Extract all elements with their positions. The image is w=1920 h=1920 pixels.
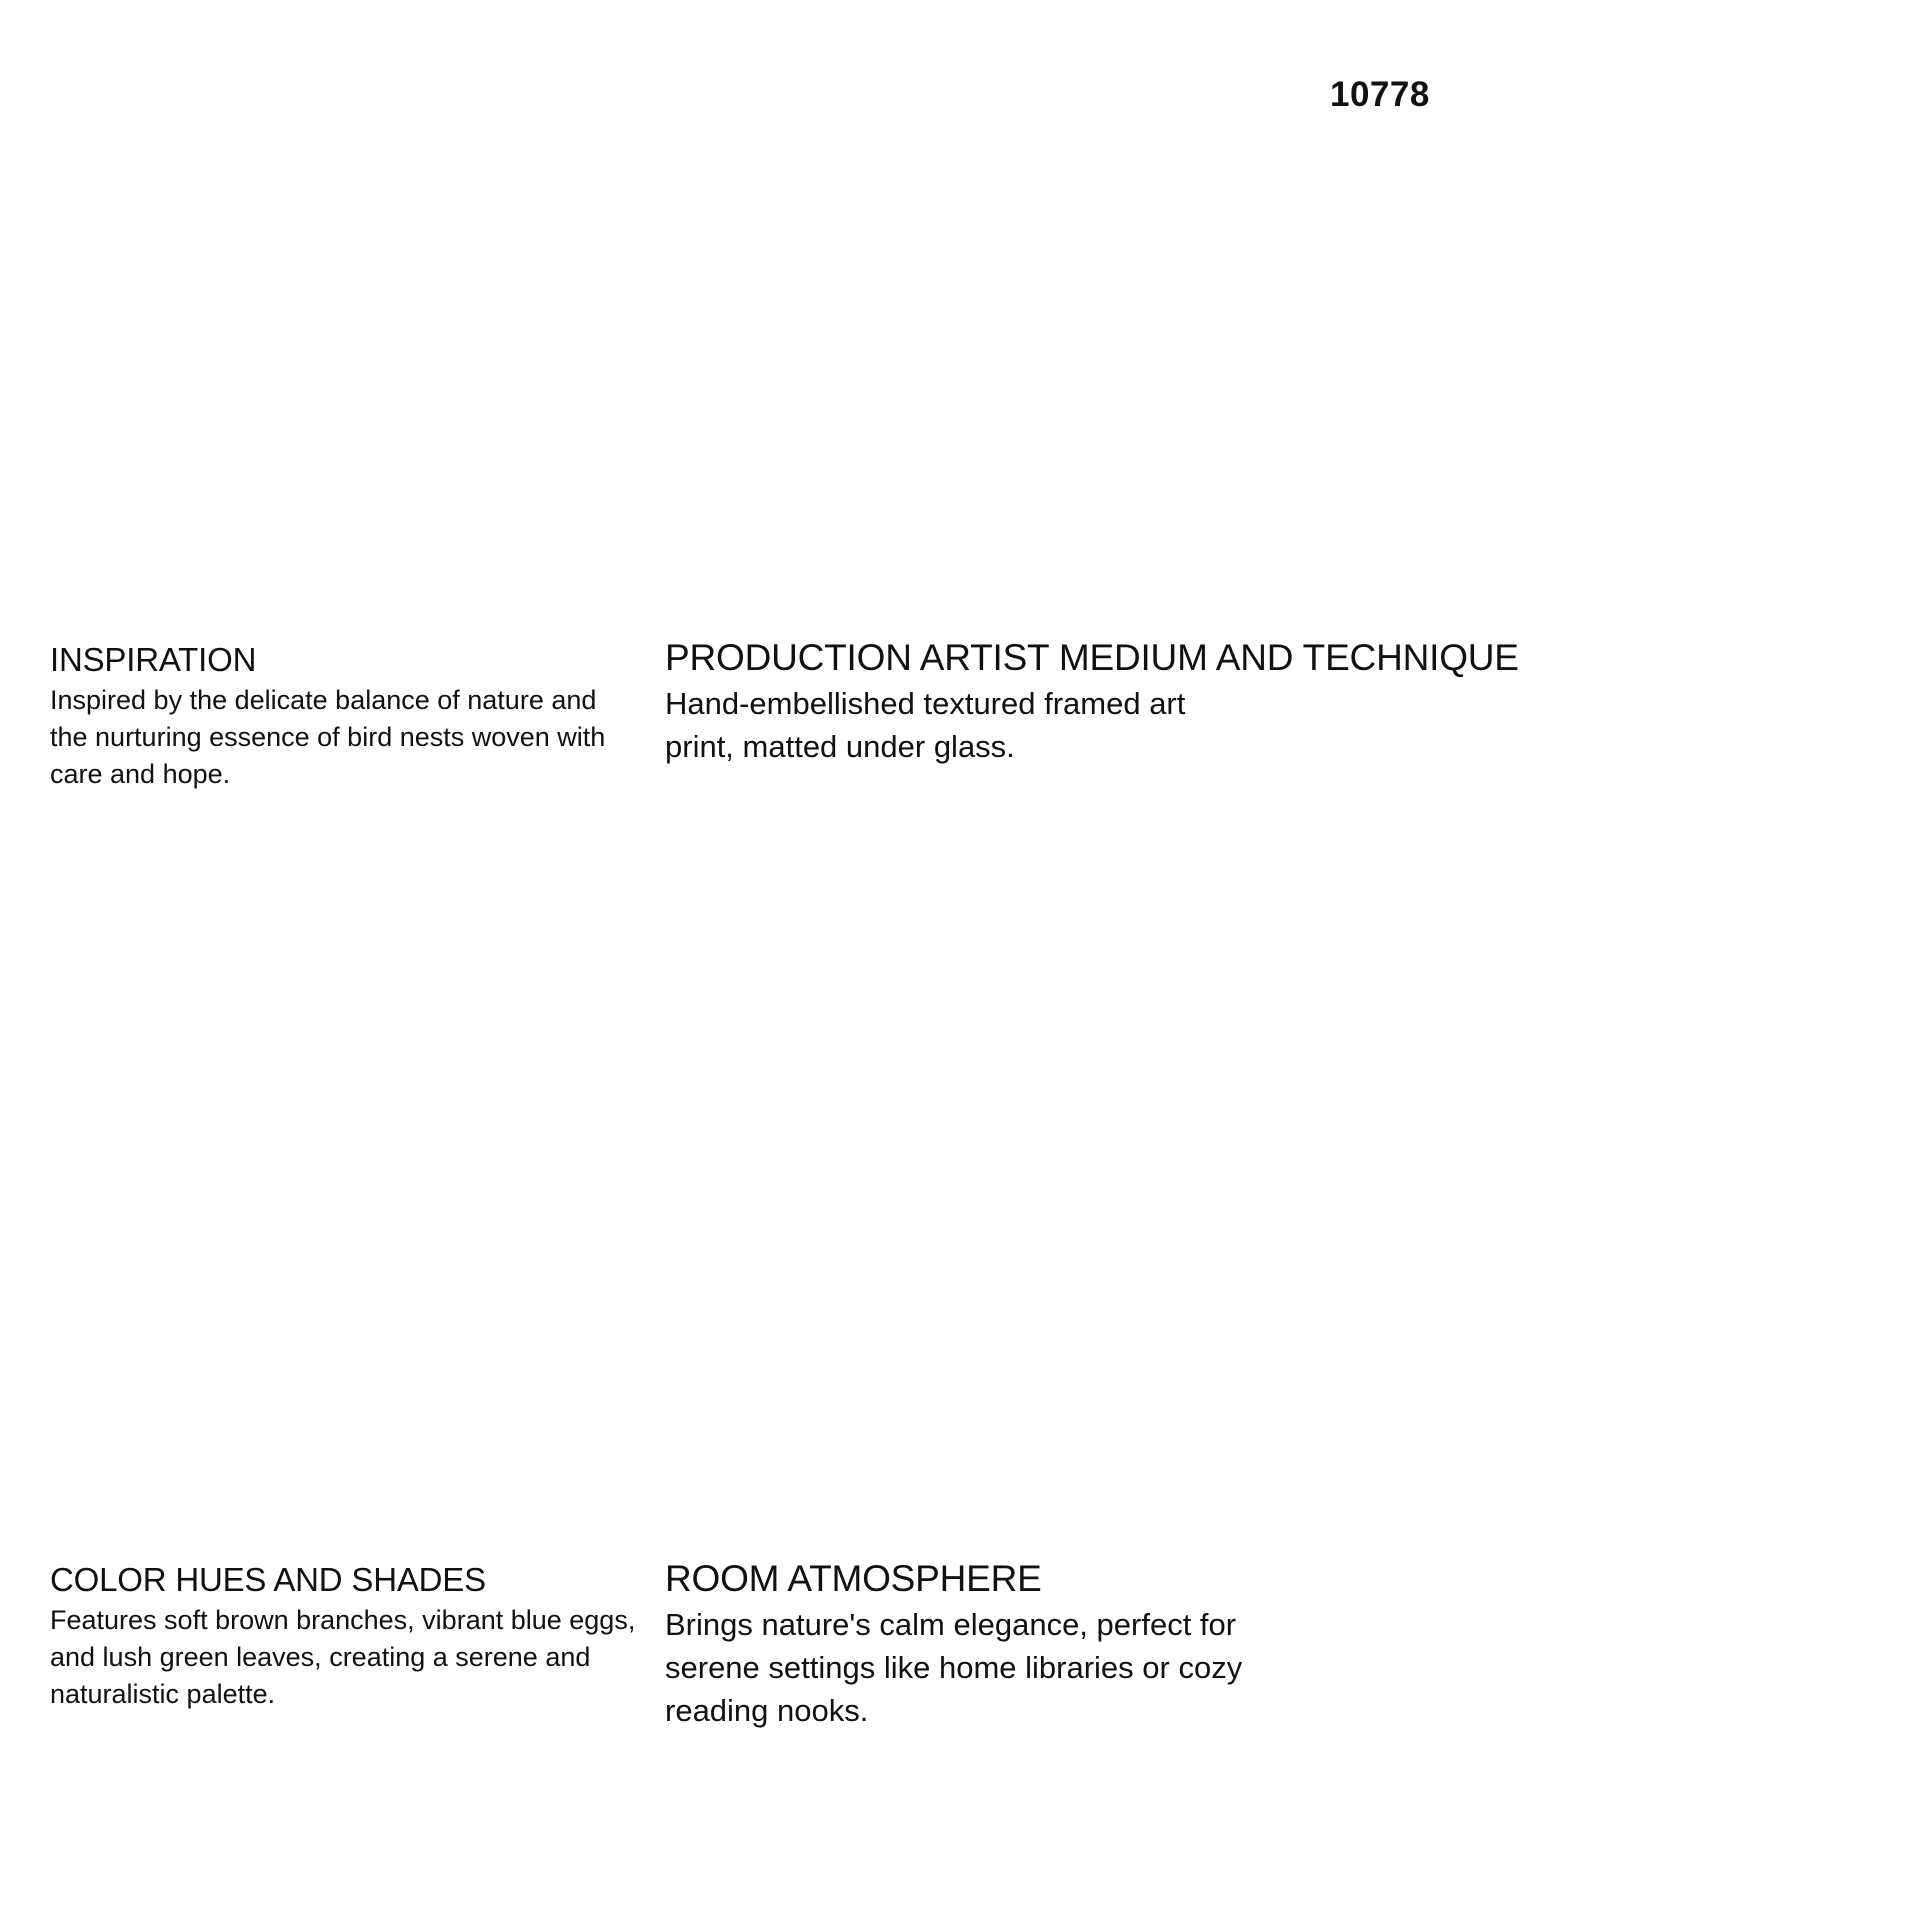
inspiration-text: Inspired by the delicate balance of nature and the nurturing essence of bird nests woven with care and hope. xyxy=(50,684,606,789)
color-hues-section xyxy=(50,1560,640,1713)
color-hues-text: Features soft brown branches, vibrant blue eggs, and lush green leaves, creating a serene and naturalistic palette. xyxy=(50,1604,636,1709)
room-atmosphere-text: Brings nature's calm elegance, perfect for serene settings like home libraries or cozy reading nooks. xyxy=(665,1607,1243,1729)
medium-technique-section xyxy=(665,636,1565,768)
room-atmosphere-section xyxy=(665,1557,1565,1732)
room-atmosphere-heading: ROOM ATMOSPHERE xyxy=(665,1558,1042,1599)
medium-technique-heading: PRODUCTION ARTIST MEDIUM AND TECHNIQUE xyxy=(665,637,1519,678)
product-sku: 10778 xyxy=(1330,75,1430,114)
inspiration-section xyxy=(50,640,640,793)
medium-technique-text: Hand-embellished textured framed art print, matted under glass. xyxy=(665,686,1186,765)
color-hues-heading: COLOR HUES AND SHADES xyxy=(50,1561,486,1598)
inspiration-heading: INSPIRATION xyxy=(50,641,257,678)
